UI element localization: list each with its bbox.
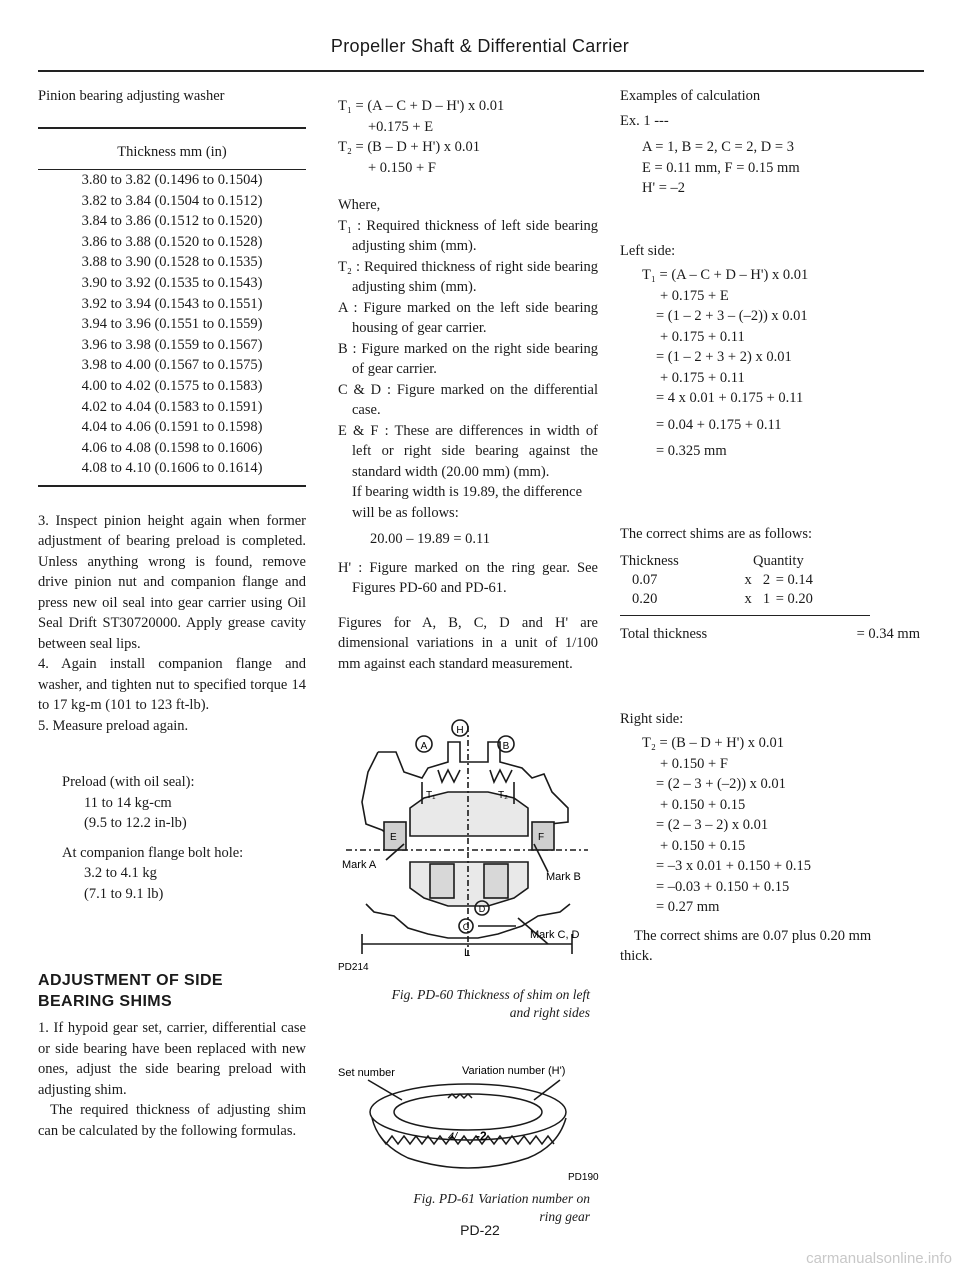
washer-row (38, 417, 306, 438)
given-line-2: E = 0.11 mm, F = 0.15 mm (642, 159, 800, 176)
shim-row2-quantity: 1 (757, 590, 775, 616)
fig60-mark-c-d: Mark C, D (530, 929, 580, 941)
conclusion: The correct shims are 0.07 plus 0.20 mm thick. (620, 927, 872, 964)
page-number: PD-22 (460, 1222, 500, 1238)
shim-header-quantity: Quantity (752, 553, 804, 569)
washer-row (38, 355, 306, 376)
formula-t1-line2: +0.175 + E (368, 118, 434, 135)
fig60-mark-b: Mark B (546, 871, 581, 883)
definition-t2: T₂ : Required thickness of right side bearing adjusting shim (mm). (338, 258, 598, 295)
washer-row-value: 3.86 to 3.88 (0.1520 to 0.1528) (81, 233, 263, 250)
correct-shims-label: The correct shims are as follows: (620, 525, 813, 542)
washer-table-title: Pinion bearing adjusting washer (38, 88, 225, 104)
total-thickness-value: = 0.34 mm (856, 626, 920, 642)
right-calc-result: = 0.27 mm (656, 899, 720, 915)
shim-header-thickness: Thickness (620, 553, 679, 569)
right-calc-2: + 0.150 + F (660, 755, 728, 772)
side-bearing-para-1: 1. If hypoid gear set, carrier, differential case or side bearing have been replaced with new ones, adjust the side bearing preload with adjusting shim. (38, 1020, 306, 1098)
fig61-caption-line1: Fig. PD-61 Variation number on (413, 1191, 590, 1206)
left-calc-3: = (1 – 2 + 3 – (–2)) x 0.01 (656, 308, 808, 324)
fig61-caption-line2: ring gear (539, 1209, 590, 1224)
right-calc-1: T₂ = (B – D + H') x 0.01 (642, 735, 785, 751)
column-left (38, 86, 306, 1141)
washer-row-value: 4.06 to 4.08 (0.1598 to 0.1606) (81, 439, 263, 456)
left-calc-2: + 0.175 + E (660, 287, 729, 304)
step-5: 5. Measure preload again. (38, 717, 189, 734)
washer-row-value: 4.08 to 4.10 (0.1606 to 0.1614) (38, 458, 306, 486)
washer-row-value: 3.84 to 3.86 (0.1512 to 0.1520) (81, 213, 263, 230)
fig61-caption (338, 1190, 590, 1226)
washer-row-value: 3.96 to 3.98 (0.1559 to 0.1567) (81, 336, 263, 353)
section-title-line2: BEARING SHIMS (38, 993, 173, 1011)
washer-row-value: 4.04 to 4.06 (0.1591 to 0.1598) (81, 419, 263, 436)
right-calc-5: = (2 – 3 – 2) x 0.01 (656, 817, 769, 833)
washer-row (38, 376, 306, 397)
definition-e-f-example: If bearing width is 19.89, the difference will be as follows: (352, 484, 583, 521)
fig61-mark-set: 4/ (448, 1131, 458, 1143)
fig60-caption-line1: Fig. PD-60 Thickness of shim on left (391, 987, 590, 1002)
fig61-mark-variation: -2 (476, 1129, 487, 1143)
fig60-code: PD214 (338, 962, 369, 973)
fig60-label-e: E (390, 832, 397, 843)
shim-table (620, 552, 870, 616)
shim-row1-thickness: 0.07 (632, 572, 658, 588)
washer-row-value: 4.00 to 4.02 (0.1575 to 0.1583) (81, 377, 263, 394)
fig60-circle-c: C (462, 922, 470, 932)
examples-title: Examples of calculation (620, 88, 761, 104)
left-calc-5: = (1 – 2 + 3 + 2) x 0.01 (656, 349, 792, 365)
fig61-code: PD190 (568, 1172, 599, 1183)
left-calc-6: + 0.175 + 0.11 (660, 369, 745, 386)
washer-row-value: 3.92 to 3.94 (0.1543 to 0.1551) (81, 295, 263, 312)
right-calc-4: + 0.150 + 0.15 (660, 796, 746, 813)
washer-row (38, 191, 306, 212)
washer-row (38, 438, 306, 459)
washer-row (38, 252, 306, 273)
formula-t2-line2: + 0.150 + F (368, 159, 436, 176)
preload-value-imperial: (9.5 to 12.2 in-lb) (84, 815, 187, 832)
washer-row-value: 3.82 to 3.84 (0.1504 to 0.1512) (81, 192, 263, 209)
given-line-3: H' = –2 (642, 180, 686, 196)
definition-h: H' : Figure marked on the ring gear. See Figures PD-60 and PD-61. (338, 559, 598, 596)
shim-row2-times: x (739, 590, 757, 616)
washer-table-header: Thickness mm (in) (38, 128, 306, 170)
section-title-line1: ADJUSTMENT OF SIDE (38, 972, 223, 990)
washer-row (38, 232, 306, 253)
right-calc-6: + 0.150 + 0.15 (660, 837, 746, 854)
column-middle (338, 96, 598, 674)
washer-row (38, 314, 306, 335)
washer-row (38, 170, 306, 191)
page-header: Propeller Shaft & Differential Carrier (330, 36, 630, 56)
washer-row (38, 294, 306, 315)
flange-value: 3.2 to 4.1 kg (84, 865, 157, 882)
fig60-label-f: F (538, 832, 545, 843)
total-thickness-row (620, 624, 920, 645)
shim-row2-value: = 0.20 (776, 590, 870, 616)
fig60-label-t1: T₁ (426, 790, 436, 801)
fig60-caption-line2: and right sides (509, 1005, 590, 1020)
washer-row-value: 3.88 to 3.90 (0.1528 to 0.1535) (81, 254, 263, 271)
fig60-label-t2: T₂ (498, 790, 508, 801)
fig60-circle-h: H (456, 725, 464, 736)
definition-t1: T₁ : Required thickness of left side bearing adjusting shim (mm). (338, 217, 598, 254)
units-note: Figures for A, B, C, D and H' are dimensional variations in a unit of 1/100 mm against each standard measurement. (338, 614, 598, 672)
washer-row-value: 4.02 to 4.04 (0.1583 to 0.1591) (81, 398, 263, 415)
fig60-caption (338, 986, 590, 1022)
fig60-mark-a: Mark A (342, 859, 377, 871)
left-calc-1: T₁ = (A – C + D – H') x 0.01 (642, 267, 809, 283)
where-label: Where, (338, 197, 381, 213)
right-calc-8: = –0.03 + 0.150 + 0.15 (656, 878, 790, 895)
total-thickness-label: Total thickness (620, 626, 708, 642)
washer-table (38, 127, 306, 487)
left-calc-result: = 0.325 mm (656, 443, 727, 459)
header-rule (38, 70, 924, 72)
washer-row (38, 397, 306, 418)
side-bearing-para-2: The required thickness of adjusting shim can be calculated by the following formulas. (38, 1102, 306, 1139)
example-1-label: Ex. 1 --- (620, 112, 669, 129)
washer-table-body (38, 170, 306, 486)
fig60-circle-d: D (478, 904, 486, 914)
definition-a: A : Figure marked on the left side bearing housing of gear carrier. (338, 299, 598, 336)
left-calc-4: + 0.175 + 0.11 (660, 328, 745, 345)
right-calc-7: = –3 x 0.01 + 0.150 + 0.15 (656, 858, 812, 874)
washer-row (38, 211, 306, 232)
given-line-1: A = 1, B = 2, C = 2, D = 3 (642, 139, 794, 155)
step-4: 4. Again install companion flange and washer, and tighten nut to specified torque 14 to 17 kg-m (101 to 123 ft-lb). (38, 656, 306, 714)
washer-row-value: 3.80 to 3.82 (0.1496 to 0.1504) (81, 172, 263, 188)
definition-b: B : Figure marked on the right side bearing of gear carrier. (338, 340, 598, 377)
fig61-set-number: Set number (338, 1067, 395, 1079)
washer-row-value: 3.90 to 3.92 (0.1535 to 0.1543) (81, 274, 263, 291)
washer-row (38, 458, 306, 486)
watermark: carmanualsonline.info (806, 1250, 952, 1267)
right-side-label: Right side: (620, 710, 684, 727)
washer-row-value: 3.98 to 4.00 (0.1567 to 0.1575) (81, 357, 263, 374)
washer-row (38, 335, 306, 356)
fig60-circle-b: B (502, 741, 510, 752)
fig61-variation-number: Variation number (H') (462, 1065, 566, 1077)
left-calc-8: = 0.04 + 0.175 + 0.11 (656, 416, 782, 433)
formula-t2-line1: T₂ = (B – D + H') x 0.01 (338, 139, 481, 155)
left-calc-7: = 4 x 0.01 + 0.175 + 0.11 (656, 390, 804, 406)
fig60-circle-a: A (420, 741, 428, 752)
shim-row2-thickness: 0.20 (620, 590, 739, 616)
shim-row1-times: x (744, 572, 752, 588)
flange-value-imperial: (7.1 to 9.1 lb) (84, 885, 164, 902)
column-right (620, 86, 920, 967)
shim-row1-value: = 0.14 (775, 572, 813, 588)
washer-row-value: 3.94 to 3.96 (0.1551 to 0.1559) (81, 316, 263, 333)
definition-e-f-calc: 20.00 – 19.89 = 0.11 (370, 531, 491, 547)
definition-c-d: C & D : Figure marked on the differential case. (338, 381, 598, 418)
washer-row (38, 273, 306, 294)
definition-e-f: E & F : These are differences in width of left or right side bearing against the standard width (20.00 mm) (mm). (338, 422, 598, 480)
formula-t1-line1: T₁ = (A – C + D – H') x 0.01 (338, 98, 505, 114)
step-3: 3. Inspect pinion height again when former adjustment of bearing preload is completed. Unless anything wrong is found, remove drive pinion nut and companion flange and press new oil seal into gear carrier using Oil Seal Drift ST30720000. Apply grease cavity between seal lips. (38, 512, 306, 652)
flange-title: At companion flange bolt hole: (62, 844, 244, 861)
fig60-dimension-l: L (464, 947, 471, 959)
preload-title: Preload (with oil seal): (62, 774, 195, 791)
left-side-label: Left side: (620, 242, 676, 259)
shim-row1-quantity: 2 (762, 572, 771, 588)
figure-pd61 (338, 1060, 600, 1184)
right-calc-3: = (2 – 3 + (–2)) x 0.01 (656, 776, 786, 792)
figure-pd60 (338, 712, 600, 974)
preload-value: 11 to 14 kg-cm (84, 794, 172, 811)
